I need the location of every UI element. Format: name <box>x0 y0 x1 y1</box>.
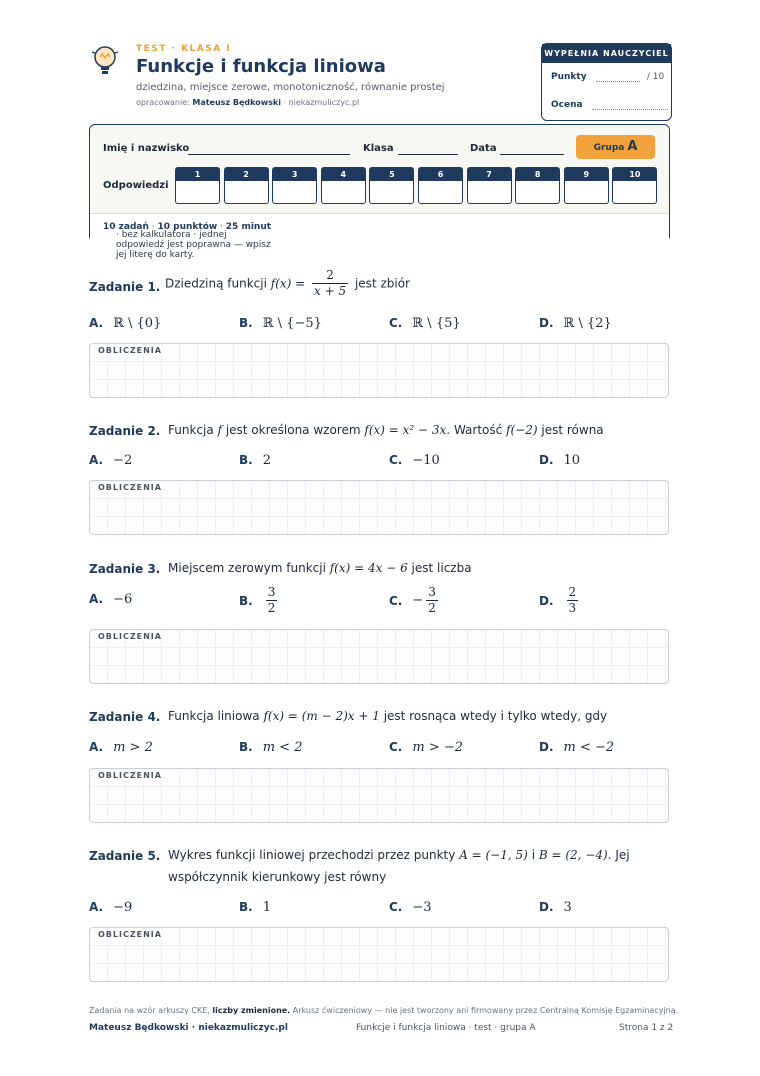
answer-box-5[interactable] <box>369 167 414 204</box>
task-2-option-a[interactable]: A. −2 <box>89 453 133 468</box>
date-field[interactable] <box>500 154 564 155</box>
answer-box-2[interactable] <box>224 167 269 204</box>
answer-box-6[interactable] <box>418 167 463 204</box>
date-label: Data <box>470 143 497 154</box>
task-4-calc-area[interactable]: OBLICZENIA <box>89 768 669 823</box>
task-4-option-b[interactable]: B. m < 2 <box>239 740 303 755</box>
task-5-calc-area[interactable]: OBLICZENIA <box>89 927 669 982</box>
lightbulb-icon <box>90 44 120 78</box>
answer-box-7[interactable] <box>467 167 512 204</box>
footer-doc-title: Funkcje i funkcja liniowa · test · grupa A <box>356 1023 536 1033</box>
task-1-option-c[interactable]: C. ℝ \ {5} <box>389 316 461 331</box>
task-1-label: Zadanie 1. <box>89 280 161 294</box>
points-row <box>551 72 664 82</box>
task-2-calc-area[interactable]: OBLICZENIA <box>89 480 669 535</box>
task-1-option-d[interactable]: D. ℝ \ {2} <box>539 316 612 331</box>
task-4-label: Zadanie 4. <box>89 710 161 724</box>
grade-field[interactable] <box>592 109 668 110</box>
points-field[interactable] <box>596 81 640 82</box>
task-4-option-a[interactable]: A. m > 2 <box>89 740 153 755</box>
task-4-option-d[interactable]: D. m < −2 <box>539 740 615 755</box>
task-3-option-c[interactable]: C. − $\frac{3}{2}$ <box>389 585 436 615</box>
author-line <box>136 98 359 107</box>
name-label: Imię i nazwisko <box>103 143 190 154</box>
task-4-option-c[interactable]: C. m > −2 <box>389 740 464 755</box>
task-3-option-a[interactable]: A. −6 <box>89 592 133 607</box>
points-out-of: / 10 <box>646 72 665 82</box>
answer-box-number: 5 <box>370 168 413 181</box>
task-2-question: Funkcja f jest określona wzorem f(x) = x² − 3x. Wartość f(−2) jest równa <box>168 423 604 437</box>
answer-box-number: 7 <box>468 168 511 181</box>
task-5-option-a[interactable]: A. −9 <box>89 900 133 915</box>
answer-box-8[interactable] <box>515 167 560 204</box>
task-5-question: Wykres funkcji liniowej przechodzi przez punkty A = (−1, 5) i B = (2, −4). Jej <box>168 848 630 862</box>
grade-row <box>551 100 668 110</box>
task-2-label: Zadanie 2. <box>89 424 161 438</box>
task-2-option-d[interactable]: D. 10 <box>539 453 581 468</box>
answer-box-number: 2 <box>225 168 268 181</box>
answer-box-number: 8 <box>516 168 559 181</box>
author-prefix: opracowanie: <box>136 98 190 107</box>
footer-page-number: Strona 1 z 2 <box>619 1023 674 1033</box>
answer-box-4[interactable] <box>321 167 366 204</box>
task-3-question: Miejscem zerowym funkcji f(x) = 4x − 6 jest liczba <box>168 561 472 575</box>
answer-box-1[interactable] <box>175 167 220 204</box>
task-1-option-b[interactable]: B. ℝ \ {−5} <box>239 316 322 331</box>
answer-box-number: 9 <box>565 168 608 181</box>
footer-author: Mateusz Będkowski · niekazmuliczyc.pl <box>89 1023 288 1033</box>
answer-box-number: 10 <box>613 168 656 181</box>
task-2-option-c[interactable]: C. −10 <box>389 453 440 468</box>
task-1-fraction: $\frac{2}{x + 5}$ <box>314 268 347 298</box>
task-5-label: Zadanie 5. <box>89 849 161 863</box>
card-info-text: 10 zadań · 10 punktów · 25 minut · bez kalkulatora · jednej odpowiedź jest poprawna — wpisz jej literę do karty. <box>103 222 272 260</box>
task-2-option-b[interactable]: B. 2 <box>239 453 271 468</box>
grade-label: Ocena <box>551 100 583 110</box>
page-subtitle: dziedzina, miejsce zerowe, monotoniczność, równanie prostej <box>136 82 445 93</box>
teacher-box-heading: WYPEŁNIA NAUCZYCIEL <box>542 44 671 63</box>
task-3-option-d[interactable]: D. $\frac{2}{3}$ <box>539 585 577 615</box>
answer-box-number: 3 <box>273 168 316 181</box>
class-field[interactable] <box>398 154 458 155</box>
author-name: Mateusz Będkowski <box>192 98 281 107</box>
group-label: Grupa <box>593 143 625 153</box>
card-info-bar <box>90 213 669 260</box>
task-3-label: Zadanie 3. <box>89 562 161 576</box>
task-3-calc-area[interactable]: OBLICZENIA <box>89 629 669 684</box>
task-1-calc-area[interactable]: OBLICZENIA <box>89 343 669 398</box>
answer-box-3[interactable] <box>272 167 317 204</box>
teacher-box <box>541 43 672 121</box>
author-site: · niekazmuliczyc.pl <box>283 98 360 107</box>
page-title: Funkcje i funkcja liniowa <box>136 56 386 77</box>
name-field[interactable] <box>188 154 350 155</box>
points-label: Punkty <box>551 72 587 82</box>
task-5-option-b[interactable]: B. 1 <box>239 900 271 915</box>
task-4-question: Funkcja liniowa f(x) = (m − 2)x + 1 jest rosnąca wtedy i tylko wtedy, gdy <box>168 709 608 723</box>
task-3-option-b[interactable]: B. $\frac{3}{2}$ <box>239 585 276 615</box>
footer-note: Zadania na wzór arkuszy CKE, liczby zmienione. Arkusz ćwiczeniowy — nie jest tworzony ani firmowany przez Centralną Komisję Egzaminacyjną. <box>89 1006 679 1015</box>
task-5-option-d[interactable]: D. 3 <box>539 900 572 915</box>
group-badge <box>576 135 655 159</box>
task-1-question: Dziedziną funkcji f(x) = $\frac{2}{x + 5}$ jest zbiór <box>165 268 410 298</box>
answers-label: Odpowiedzi <box>103 180 169 191</box>
group-letter: A <box>627 139 638 154</box>
task-5-question-line2: współczynnik kierunkowy jest równy <box>168 870 387 884</box>
answer-box-number: 1 <box>176 168 219 181</box>
answer-box-9[interactable] <box>564 167 609 204</box>
student-card <box>89 124 670 260</box>
task-1-option-a[interactable]: A. ℝ \ {0} <box>89 316 162 331</box>
task-5-option-c[interactable]: C. −3 <box>389 900 432 915</box>
answer-box-10[interactable] <box>612 167 657 204</box>
answer-box-number: 6 <box>419 168 462 181</box>
test-kicker: TEST · KLASA I <box>136 44 232 54</box>
answer-box-number: 4 <box>322 168 365 181</box>
class-label: Klasa <box>363 143 394 154</box>
